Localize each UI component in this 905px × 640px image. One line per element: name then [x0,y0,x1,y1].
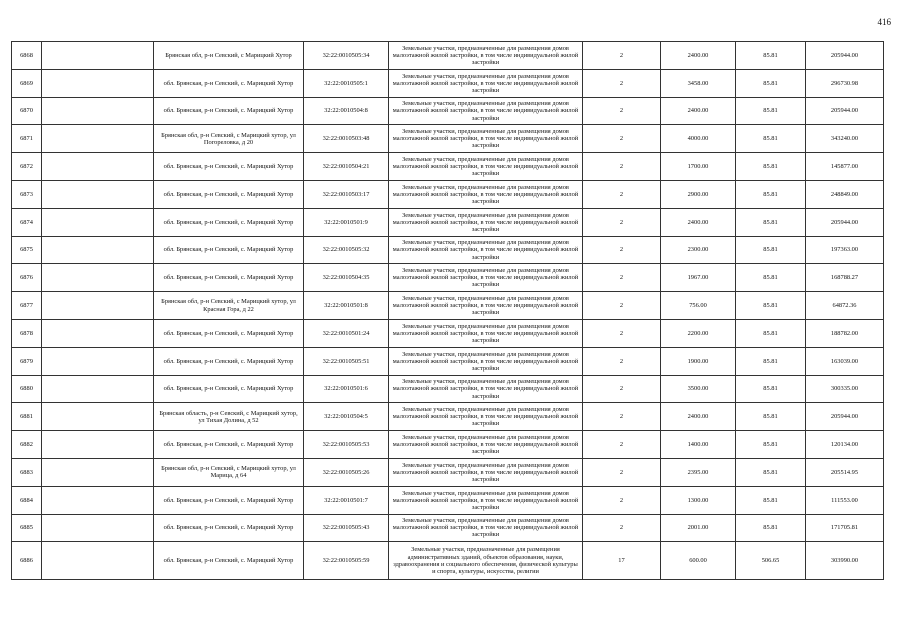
row-number: 6886 [12,542,42,580]
address-cell: обл. Брянская, р-н Севский, с. Марицкий Хутор [154,542,304,580]
address-cell: обл. Брянская, р-н Севский, с. Марицкий Хутор [154,264,304,292]
area-cell: 4000.00 [661,125,736,153]
specific-value-cell: 85.81 [736,319,806,347]
area-cell: 2400.00 [661,97,736,125]
cadastral-value-cell: 197363.00 [806,236,884,264]
cadastral-number-cell: 32:22:0010505:32 [304,236,389,264]
spacer-cell [42,514,154,542]
row-number: 6878 [12,319,42,347]
address-cell: обл. Брянская, р-н Севский, с. Марицкий Хутор [154,431,304,459]
row-number: 6868 [12,42,42,70]
area-cell: 1900.00 [661,347,736,375]
cadastral-value-cell: 205944.00 [806,97,884,125]
address-cell: Брянская обл, р-н Севский, с Марицкий хутор, ул Марица, д 64 [154,458,304,486]
cadastral-value-cell: 171705.81 [806,514,884,542]
specific-value-cell: 85.81 [736,69,806,97]
cadastral-value-cell: 120134.00 [806,431,884,459]
area-cell: 3500.00 [661,375,736,403]
cadastral-value-cell: 163039.00 [806,347,884,375]
spacer-cell [42,458,154,486]
area-cell: 3458.00 [661,69,736,97]
specific-value-cell: 85.81 [736,153,806,181]
land-use-cell: Земельные участки, предназначенные для размещения домов малоэтажной жилой застройки, в том числе индивидуальной жилой застройки [389,431,583,459]
table-row [12,180,884,208]
row-number: 6874 [12,208,42,236]
row-number: 6869 [12,69,42,97]
spacer-cell [42,542,154,580]
specific-value-cell: 85.81 [736,264,806,292]
table-row [12,42,884,70]
land-use-cell: Земельные участки, предназначенные для размещения домов малоэтажной жилой застройки, в том числе индивидуальной жилой застройки [389,514,583,542]
cadastral-value-cell: 205514.95 [806,458,884,486]
area-cell: 1300.00 [661,486,736,514]
cadastral-number-cell: 32:22:0010504:35 [304,264,389,292]
land-registry-table [11,41,884,580]
area-cell: 1700.00 [661,153,736,181]
group-code-cell: 2 [583,458,661,486]
row-number: 6881 [12,403,42,431]
land-use-cell: Земельные участки, предназначенные для размещения домов малоэтажной жилой застройки, в том числе индивидуальной жилой застройки [389,264,583,292]
land-use-cell: Земельные участки, предназначенные для размещения домов малоэтажной жилой застройки, в том числе индивидуальной жилой застройки [389,42,583,70]
spacer-cell [42,292,154,320]
row-number: 6877 [12,292,42,320]
spacer-cell [42,319,154,347]
cadastral-number-cell: 32:22:0010501:7 [304,486,389,514]
spacer-cell [42,347,154,375]
land-use-cell: Земельные участки, предназначенные для размещения домов малоэтажной жилой застройки, в том числе индивидуальной жилой застройки [389,97,583,125]
group-code-cell: 2 [583,375,661,403]
address-cell: Брянская обл, р-н Севский, с Марицкий хутор, ул Погореловка, д 20 [154,125,304,153]
spacer-cell [42,153,154,181]
address-cell: Брянская обл, р-н Севский, с Марицкий Хутор [154,42,304,70]
address-cell: Брянская обл, р-н Севский, с Марицкий хутор, ул Красная Гора, д 22 [154,292,304,320]
group-code-cell: 2 [583,264,661,292]
address-cell: обл. Брянская, р-н Севский, с. Марицкий Хутор [154,69,304,97]
cadastral-number-cell: 32:22:0010501:9 [304,208,389,236]
table-row [12,264,884,292]
land-use-cell: Земельные участки, предназначенные для размещения домов малоэтажной жилой застройки, в том числе индивидуальной жилой застройки [389,153,583,181]
table-row [12,236,884,264]
group-code-cell: 2 [583,514,661,542]
cadastral-number-cell: 32:22:0010504:8 [304,97,389,125]
table-row [12,69,884,97]
specific-value-cell: 85.81 [736,292,806,320]
group-code-cell: 2 [583,236,661,264]
cadastral-number-cell: 32:22:0010505:1 [304,69,389,97]
specific-value-cell: 85.81 [736,375,806,403]
row-number: 6879 [12,347,42,375]
land-use-cell: Земельные участки, предназначенные для размещения домов малоэтажной жилой застройки, в том числе индивидуальной жилой застройки [389,458,583,486]
cadastral-value-cell: 64872.36 [806,292,884,320]
group-code-cell: 2 [583,125,661,153]
area-cell: 2395.00 [661,458,736,486]
spacer-cell [42,486,154,514]
row-number: 6875 [12,236,42,264]
cadastral-value-cell: 343240.00 [806,125,884,153]
table-row [12,486,884,514]
land-use-cell: Земельные участки, предназначенные для размещения домов малоэтажной жилой застройки, в том числе индивидуальной жилой застройки [389,208,583,236]
cadastral-value-cell: 205944.00 [806,42,884,70]
table-row [12,375,884,403]
specific-value-cell: 85.81 [736,486,806,514]
area-cell: 2400.00 [661,208,736,236]
spacer-cell [42,180,154,208]
specific-value-cell: 85.81 [736,180,806,208]
registry-body [12,42,884,580]
group-code-cell: 2 [583,292,661,320]
cadastral-number-cell: 32:22:0010501:24 [304,319,389,347]
area-cell: 756.00 [661,292,736,320]
group-code-cell: 2 [583,153,661,181]
spacer-cell [42,97,154,125]
cadastral-value-cell: 303990.00 [806,542,884,580]
table-row [12,514,884,542]
table-row [12,208,884,236]
group-code-cell: 2 [583,42,661,70]
row-number: 6871 [12,125,42,153]
cadastral-value-cell: 145877.00 [806,153,884,181]
specific-value-cell: 85.81 [736,347,806,375]
address-cell: Брянская область, р-н Севский, с Марицкий хутор, ул Тихая Долина, д 52 [154,403,304,431]
spacer-cell [42,264,154,292]
row-number: 6885 [12,514,42,542]
cadastral-number-cell: 32:22:0010504:5 [304,403,389,431]
area-cell: 2001.00 [661,514,736,542]
cadastral-value-cell: 111553.00 [806,486,884,514]
row-number: 6876 [12,264,42,292]
cadastral-value-cell: 188782.00 [806,319,884,347]
cadastral-value-cell: 205944.00 [806,208,884,236]
address-cell: обл. Брянская, р-н Севский, с. Марицкий Хутор [154,97,304,125]
row-number: 6884 [12,486,42,514]
land-use-cell: Земельные участки, предназначенные для размещения домов малоэтажной жилой застройки, в том числе индивидуальной жилой застройки [389,319,583,347]
table-row [12,153,884,181]
specific-value-cell: 85.81 [736,97,806,125]
cadastral-number-cell: 32:22:0010503:48 [304,125,389,153]
row-number: 6872 [12,153,42,181]
cadastral-number-cell: 32:22:0010504:21 [304,153,389,181]
table-row [12,125,884,153]
group-code-cell: 2 [583,486,661,514]
land-use-cell: Земельные участки, предназначенные для размещения домов малоэтажной жилой застройки, в том числе индивидуальной жилой застройки [389,347,583,375]
cadastral-value-cell: 296730.98 [806,69,884,97]
group-code-cell: 2 [583,180,661,208]
cadastral-number-cell: 32:22:0010501:6 [304,375,389,403]
group-code-cell: 17 [583,542,661,580]
table-row [12,319,884,347]
address-cell: обл. Брянская, р-н Севский, с. Марицкий Хутор [154,180,304,208]
row-number: 6882 [12,431,42,459]
land-use-cell: Земельные участки, предназначенные для размещения домов малоэтажной жилой застройки, в том числе индивидуальной жилой застройки [389,236,583,264]
address-cell: обл. Брянская, р-н Севский, с. Марицкий Хутор [154,208,304,236]
row-number: 6883 [12,458,42,486]
area-cell: 1967.00 [661,264,736,292]
spacer-cell [42,375,154,403]
specific-value-cell: 85.81 [736,403,806,431]
specific-value-cell: 85.81 [736,458,806,486]
cadastral-value-cell: 205944.00 [806,403,884,431]
land-use-cell: Земельные участки, предназначенные для размещения домов малоэтажной жилой застройки, в том числе индивидуальной жилой застройки [389,69,583,97]
land-use-cell: Земельные участки, предназначенные для размещения административных зданий, объектов образования, науки, здравоохранения и социального обеспечения, физической культуры и спорта, культуры, искусства, религии [389,542,583,580]
table-row [12,347,884,375]
land-use-cell: Земельные участки, предназначенные для размещения домов малоэтажной жилой застройки, в том числе индивидуальной жилой застройки [389,375,583,403]
table-row [12,542,884,580]
cadastral-number-cell: 32:22:0010505:53 [304,431,389,459]
table-row [12,458,884,486]
specific-value-cell: 85.81 [736,431,806,459]
spacer-cell [42,42,154,70]
address-cell: обл. Брянская, р-н Севский, с. Марицкий Хутор [154,486,304,514]
page-number: 416 [877,17,891,27]
land-use-cell: Земельные участки, предназначенные для размещения домов малоэтажной жилой застройки, в том числе индивидуальной жилой застройки [389,486,583,514]
area-cell: 600.00 [661,542,736,580]
table-row [12,292,884,320]
group-code-cell: 2 [583,208,661,236]
land-use-cell: Земельные участки, предназначенные для размещения домов малоэтажной жилой застройки, в том числе индивидуальной жилой застройки [389,292,583,320]
area-cell: 2400.00 [661,42,736,70]
row-number: 6870 [12,97,42,125]
address-cell: обл. Брянская, р-н Севский, с. Марицкий Хутор [154,514,304,542]
cadastral-value-cell: 248849.00 [806,180,884,208]
area-cell: 2400.00 [661,403,736,431]
cadastral-number-cell: 32:22:0010505:59 [304,542,389,580]
specific-value-cell: 85.81 [736,208,806,236]
group-code-cell: 2 [583,347,661,375]
address-cell: обл. Брянская, р-н Севский, с. Марицкий Хутор [154,347,304,375]
spacer-cell [42,236,154,264]
table-row [12,97,884,125]
group-code-cell: 2 [583,97,661,125]
spacer-cell [42,431,154,459]
land-use-cell: Земельные участки, предназначенные для размещения домов малоэтажной жилой застройки, в том числе индивидуальной жилой застройки [389,125,583,153]
group-code-cell: 2 [583,319,661,347]
group-code-cell: 2 [583,431,661,459]
specific-value-cell: 506.65 [736,542,806,580]
cadastral-value-cell: 168788.27 [806,264,884,292]
cadastral-number-cell: 32:22:0010505:34 [304,42,389,70]
area-cell: 2900.00 [661,180,736,208]
specific-value-cell: 85.81 [736,236,806,264]
group-code-cell: 2 [583,69,661,97]
table-row [12,431,884,459]
address-cell: обл. Брянская, р-н Севский, с. Марицкий Хутор [154,375,304,403]
area-cell: 2200.00 [661,319,736,347]
cadastral-value-cell: 300335.00 [806,375,884,403]
cadastral-number-cell: 32:22:0010505:26 [304,458,389,486]
land-use-cell: Земельные участки, предназначенные для размещения домов малоэтажной жилой застройки, в том числе индивидуальной жилой застройки [389,180,583,208]
specific-value-cell: 85.81 [736,42,806,70]
group-code-cell: 2 [583,403,661,431]
spacer-cell [42,208,154,236]
cadastral-number-cell: 32:22:0010503:17 [304,180,389,208]
row-number: 6880 [12,375,42,403]
address-cell: обл. Брянская, р-н Севский, с. Марицкий Хутор [154,319,304,347]
spacer-cell [42,403,154,431]
address-cell: обл. Брянская, р-н Севский, с. Марицкий Хутор [154,153,304,181]
land-use-cell: Земельные участки, предназначенные для размещения домов малоэтажной жилой застройки, в том числе индивидуальной жилой застройки [389,403,583,431]
cadastral-number-cell: 32:22:0010505:51 [304,347,389,375]
spacer-cell [42,69,154,97]
cadastral-number-cell: 32:22:0010505:43 [304,514,389,542]
area-cell: 2300.00 [661,236,736,264]
cadastral-number-cell: 32:22:0010501:8 [304,292,389,320]
specific-value-cell: 85.81 [736,514,806,542]
row-number: 6873 [12,180,42,208]
table-row [12,403,884,431]
spacer-cell [42,125,154,153]
specific-value-cell: 85.81 [736,125,806,153]
address-cell: обл. Брянская, р-н Севский, с. Марицкий Хутор [154,236,304,264]
area-cell: 1400.00 [661,431,736,459]
